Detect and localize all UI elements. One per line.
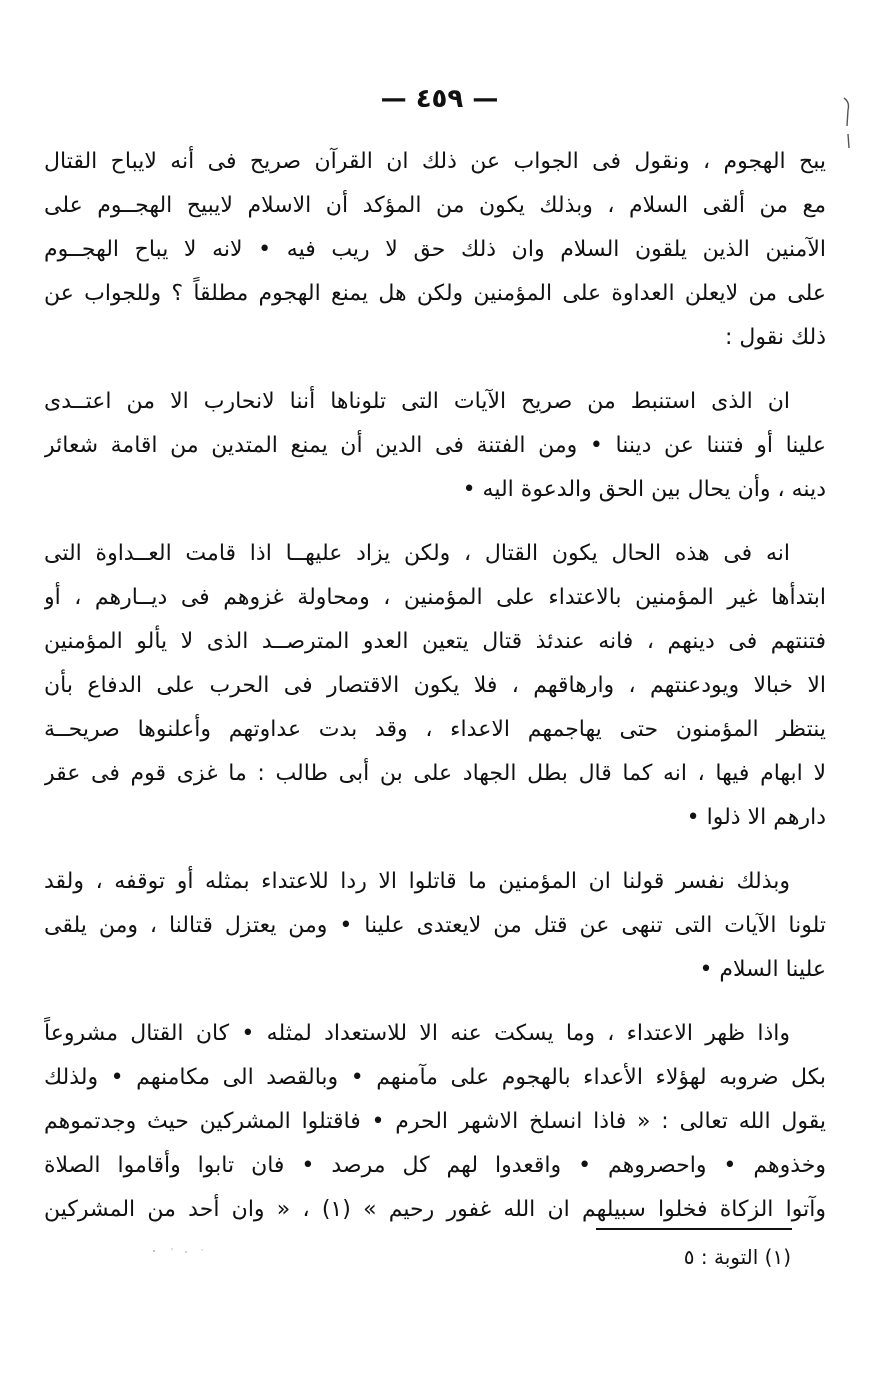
paragraph-5 [44, 1012, 826, 1232]
footnote-divider [596, 1228, 792, 1230]
text-line: فتنتهم فى دينهم ، فانه عندئذ قتال يتعين العدو المترصــد الذى لا يألو المؤمنين [44, 629, 826, 654]
text-line: لا ابهام فيها ، انه كما قال بطل الجهاد على بن أبى طالب : ما غزى قوم فى عقر [44, 761, 826, 786]
paragraph-2 [44, 380, 826, 512]
text-line: وخذوهم • واحصروهم • واقعدوا لهم كل مرصد • فان تابوا وأقاموا الصلاة [44, 1153, 826, 1178]
text-line: ابتدأها غير المؤمنين بالاعتداء على المؤمنين ، ومحاولة غزوهم فى ديــارهم ، أو [44, 585, 826, 610]
text-line: علينا السلام • [699, 957, 826, 982]
text-line: بكل ضروبه لهؤلاء الأعداء بالهجوم على مآمنهم • وبالقصد الى مكامنهم • ولذلك [44, 1065, 826, 1090]
text-line: دينه ، وأن يحال بين الحق والدعوة اليه • [462, 477, 826, 502]
text-line: انه فى هذه الحال يكون القتال ، ولكن يزاد عليهــا اذا قامت العــداوة التى [44, 541, 790, 566]
page-number: — ٤٥٩ — [380, 84, 499, 114]
body-text [44, 140, 826, 1252]
text-line: ينتظر المؤمنون حتى يهاجمهم الاعداء ، وقد بدت عداوتهم وأعلنوها صريحــة [44, 717, 826, 742]
paragraph-4 [44, 860, 826, 992]
text-line: دارهم الا ذلوا • [686, 805, 826, 830]
text-line: تلونا الآيات التى تنهى عن قتل من لايعتدى علينا • ومن يعتزل قتالنا ، ومن يلقى [44, 913, 826, 938]
text-line: يقول الله تعالى : « فاذا انسلخ الاشهر الحرم • فاقتلوا المشركين حيث وجدتموهم [44, 1109, 826, 1134]
paragraph-1 [44, 140, 826, 360]
text-line: يبح الهجوم ، ونقول فى الجواب عن ذلك ان القرآن صريح فى أنه لايباح القتال [44, 149, 826, 174]
text-line: مع من ألقى السلام ، وبذلك يكون من المؤكد أن الاسلام لايبيح الهجــوم على [44, 193, 826, 218]
footnote: (١) التوبة : ٥ [683, 1245, 791, 1269]
scan-speckle [150, 1245, 210, 1255]
text-line: ان الذى استنبط من صريح الآيات التى تلوناها أننا لانحارب الا من اعتــدى [44, 389, 790, 414]
text-line: الآمنين الذين يلقون السلام وان ذلك حق لا ريب فيه • لانه لا يباح الهجــوم [44, 237, 826, 262]
text-line: واذا ظهر الاعتداء ، وما يسكت عنه الا للاستعداد لمثله • كان القتال مشروعاً [44, 1021, 790, 1046]
text-line: وآتوا الزكاة فخلوا سبيلهم ان الله غفور رحيم » (١) ، « وان أحد من المشركين [44, 1197, 826, 1222]
text-line: علينا أو فتننا عن ديننا • ومن الفتنة فى الدين أن يمنع المتدين من اقامة شعائر [44, 433, 826, 458]
text-line: على من لايعلن العداوة على المؤمنين ولكن هل يمنع الهجوم مطلقاً ؟ وللجواب عن [44, 281, 826, 306]
text-line: وبذلك نفسر قولنا ان المؤمنين ما قاتلوا الا ردا للاعتداء بمثله أو توقفه ، ولقد [44, 869, 790, 894]
text-line: ذلك نقول : [724, 325, 826, 350]
text-line: الا خبالا ويودعنتهم ، وارهاقهم ، فلا يكون الاقتصار فى الحرب على الدفاع بأن [44, 673, 826, 698]
paragraph-3 [44, 532, 826, 840]
